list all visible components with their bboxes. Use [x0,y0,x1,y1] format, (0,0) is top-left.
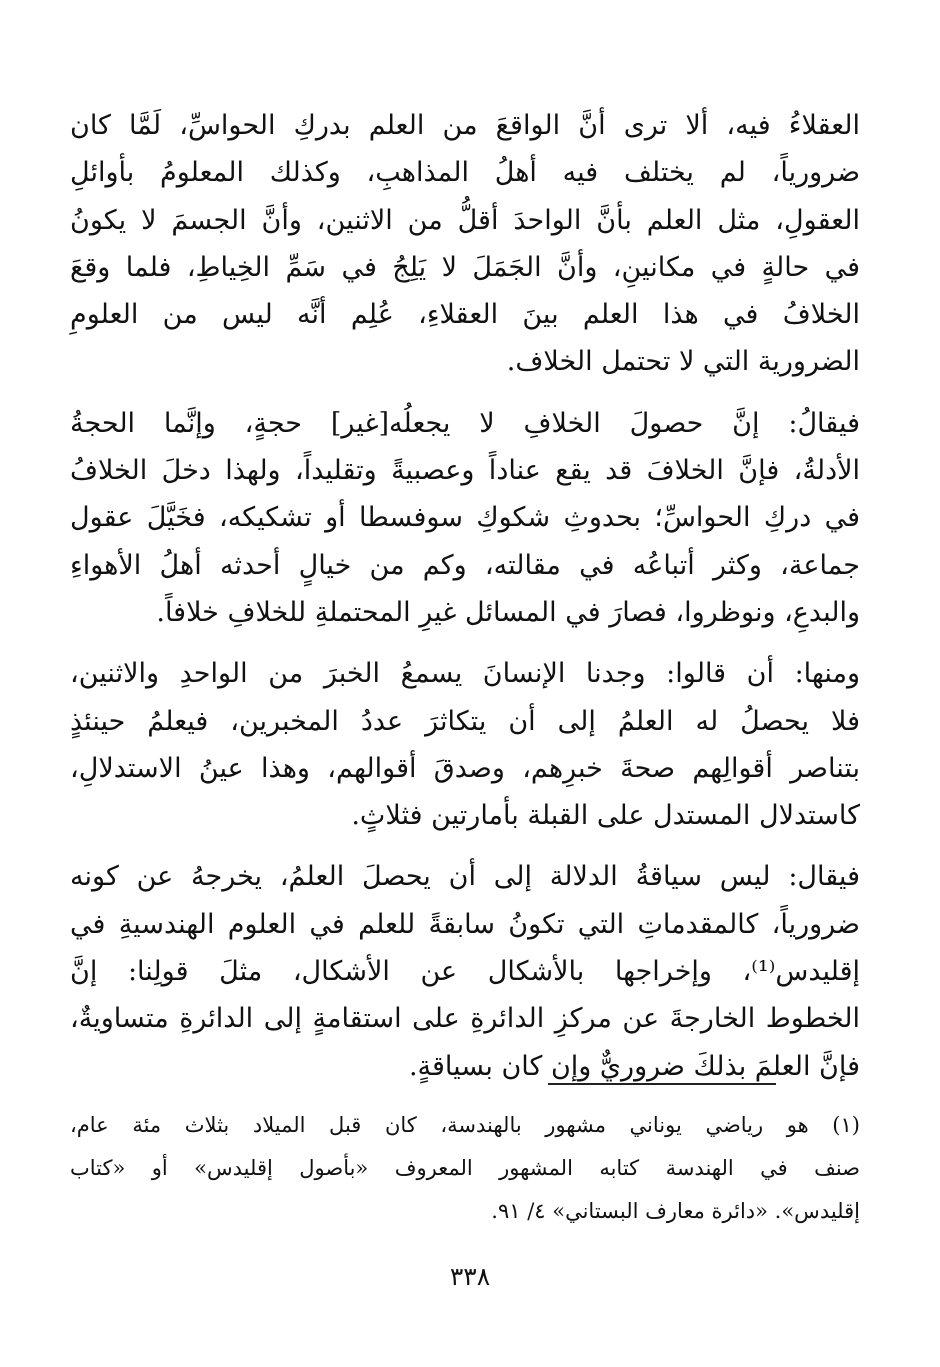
text-line: بتناصر أقوالِهم صحةَ خبرِهم، وصدقَ أقوالهم، وهذا عينُ الاستدلالِ، [70,752,860,784]
footnote-line: (١) هو رياضي يوناني مشهور بالهندسة، كان قبل الميلاد بثلاث مئة عام، [70,1113,860,1137]
text-line: فيقالُ: إنَّ حصولَ الخلافِ لا يجعلُه[غير] حجةٍ، وإنَّما الحجةُ [70,407,860,439]
text-line: الخلافُ في هذا العلم بينَ العقلاءِ، عُلِم أنَّه ليس من العلومِ [70,299,860,331]
text-line: ضرورياً، كالمقدماتِ التي تكونُ سابقةً للعلم في العلوم الهندسيةِ في [70,908,860,940]
text-line: كاستدلال المستدل على القبلة بأمارتين فثلاثٍ. [351,800,860,832]
text-line: الضرورية التي لا تحتمل الخلاف. [506,346,860,378]
text-line: العقولِ، مثل العلم بأنَّ الواحدَ أقلُّ من الاثنين، وأنَّ الجسمَ لا يكونُ [70,204,860,236]
text-line: في دركِ الحواسِّ؛ بحدوثِ شكوكِ سوفسطا أو تشكيكه، فخَيَّلَ عقول [70,502,860,534]
text-line: إقليدس⁽¹⁾، وإخراجها بالأشكال عن الأشكال، مثلَ قولِنا: إنَّ [70,956,860,988]
footnotes [70,1104,860,1233]
footnote-line: صنف في الهندسة كتابه المشهور المعروف «بأصول إقليدس» أو «كتاب [70,1156,860,1180]
paragraph-1 [70,102,860,386]
text-line: الأدلةُ، فإنَّ الخلافَ قد يقع عناداً وعصبيةً وتقليداً، ولهذا دخلَ الخلافُ [70,455,860,487]
main-text [70,102,860,1104]
text-line: فلا يحصلُ له العلمُ إلى أن يتكاثرَ عددُ المخبرين، فيعلمُ حينئذٍ [70,705,860,737]
text-line: فيقال: ليس سياقةُ الدلالة إلى أن يحصلَ العلمُ، يخرجهُ عن كونه [70,861,860,893]
paragraph-3 [70,650,860,839]
page-number: ٣٣٨ [449,1262,491,1291]
paragraph-4 [70,853,860,1089]
text-line: ضرورياً، لم يختلف فيه أهلُ المذاهبِ، وكذلك المعلومُ بأوائلِ [70,157,860,189]
text-line: جماعة، وكثر أتباعُه في مقالته، وكم من خيالٍ أحدثه أهلُ الأهواءِ [70,549,860,581]
footnote-line: إقليدس». «دائرة معارف البستاني» ٤/ ٩١. [491,1199,860,1223]
paragraph-2 [70,400,860,636]
text-line: العقلاءُ فيه، ألا ترى أنَّ الواقعَ من العلم بدركِ الحواسِّ، لَمَّا كان [70,110,860,141]
text-line: والبدعِ، ونوظروا، فصارَ في المسائل غيرِ المحتملةِ للخلافِ خلافاً. [156,596,860,628]
text-line: فإنَّ العلمَ بذلكَ ضروريٌّ وإن كان بسياقةٍ. [408,1050,860,1082]
text-line: الخطوط الخارجةَ عن مركزِ الدائرةِ على استقامةٍ إلى الدائرةِ متساويةٌ، [70,1003,860,1035]
text-line: ومنها: أن قالوا: وجدنا الإنسانَ يسمعُ الخبرَ من الواحدِ والاثنين، [70,658,860,690]
text-line: في حالةٍ في مكانينِ، وأنَّ الجَمَلَ لا يَلِجُ في سَمِّ الخِياطِ، فلما وقعَ [70,251,860,283]
footnote-separator [548,1083,776,1085]
